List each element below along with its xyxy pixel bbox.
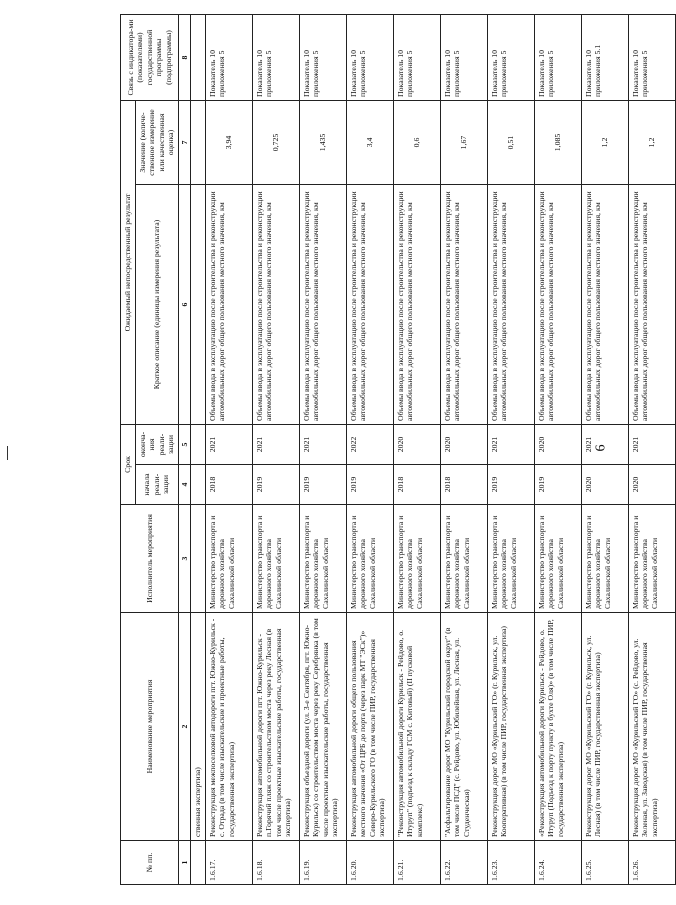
activity-name: Реконструкция автомобильной дороги общего пользования местного значения «От ЦРБ до порта (через парк МТ "ЭСк")» Северо-Курильского ГО (в том числе ПИР, государственная экспертиза) (346, 613, 393, 841)
executor: Министерство транспорта и дорожного хозяйства Сахалинской области (299, 505, 346, 613)
result-value: 1,435 (299, 100, 346, 184)
table-row (205, 14, 252, 884)
header-term: Срок (121, 424, 136, 504)
executor: Министерство транспорта и дорожного хозяйства Сахалинской области (581, 505, 628, 613)
row-number: 1.6.20. (346, 841, 393, 885)
page-number: 6 (593, 444, 609, 452)
result-value: 1,2 (581, 100, 628, 184)
activity-name: Реконструкция межпоселковой автодороги пгт. Южно-Курильск - с. Отрада (в том числе изыскательские и проектные работы, государственная экспертиза) (205, 613, 252, 841)
result-description: Объемы ввода в эксплуатацию после строительства и реконструкции автомобильных дорог общего пользования местного значения, км (534, 184, 581, 424)
activity-name: Реконструкция автомобильной дороги пгт. Южно-Курильск - п.Горячий пляж со строительством моста через реку Лесная (в том числе проектные изыскательские работы, государственная экспертиза) (252, 613, 299, 841)
header-name: Наименование мероприятия (121, 613, 179, 841)
table-row (299, 14, 346, 884)
row-number: 1.6.19. (299, 841, 346, 885)
header-executor: Исполнитель мероприятия (121, 505, 179, 613)
header-start: начала реали-зации (135, 465, 178, 505)
result-value: 0,725 (252, 100, 299, 184)
activities-table (120, 14, 676, 885)
result-description: Объемы ввода в эксплуатацию после строительства и реконструкции автомобильных дорог общего пользования местного значения, км (205, 184, 252, 424)
result-value: 3,94 (205, 100, 252, 184)
end-year: 2020 (393, 424, 440, 464)
table-row (252, 14, 299, 884)
rotated-table-container (120, 15, 659, 885)
end-year: 2020 (440, 424, 487, 464)
end-year: 2021 (299, 424, 346, 464)
indicator-link: Показатель 10 приложения 5 (440, 14, 487, 100)
row-number: 1.6.24. (534, 841, 581, 885)
start-year: 2019 (299, 465, 346, 505)
start-year: 2018 (205, 465, 252, 505)
executor: Министерство транспорта и дорожного хозяйства Сахалинской области (628, 505, 675, 613)
column-number-row (178, 14, 191, 884)
executor: Министерство транспорта и дорожного хозяйства Сахалинской области (487, 505, 534, 613)
indicator-link: Показатель 10 приложения 5.1 (581, 14, 628, 100)
col-number: 5 (178, 424, 191, 464)
activity-name: Реконструкция дорог МО «Курильский ГО» (г. Курильск, ул. Кооперативная) (в том числе ПИР, государственная экспертиза) (487, 613, 534, 841)
activity-name: "Реконструкция автомобильной дороги Курильск - Рейдово, о. Итуруп" (подъезд к складу ГСМ с. Китовый) (II пусковой комплекс) (393, 613, 440, 841)
start-year: 2020 (581, 465, 628, 505)
end-year: 2022 (346, 424, 393, 464)
table-row (628, 14, 675, 884)
start-year: 2019 (252, 465, 299, 505)
header-link: Связь с индикатора-ми (показателями) государственной программы (подпрограммы) (121, 14, 179, 100)
start-year: 2019 (346, 465, 393, 505)
result-description: Объемы ввода в эксплуатацию после строительства и реконструкции автомобильных дорог общего пользования местного значения, км (252, 184, 299, 424)
activity-name: Реконструкция дорог МО «Курильский ГО» (с. Рейдово, ул. Зеленая, ул. Заводская) (в том числе ПИР, государственная экспертиза) (628, 613, 675, 841)
table-row (346, 14, 393, 884)
col-number: 7 (178, 100, 191, 184)
start-year: 2019 (534, 465, 581, 505)
col-number: 1 (178, 841, 191, 885)
result-description: Объемы ввода в эксплуатацию после строительства и реконструкции автомобильных дорог общего пользования местного значения, км (440, 184, 487, 424)
start-year: 2020 (628, 465, 675, 505)
indicator-link: Показатель 10 приложения 5 (252, 14, 299, 100)
end-year: 2021 (628, 424, 675, 464)
col-number: 8 (178, 14, 191, 100)
start-year: 2019 (487, 465, 534, 505)
activity-name: "Асфальтирование дорог МО "Курильский городской округ" (в том числе ПСД" (с. Рейдово, ул. Юбилейная, ул. Лесная, ул. Студенческая) (440, 613, 487, 841)
end-year: 2020 (534, 424, 581, 464)
activity-name: Реконструкция объездной дороги (ул. 3-е Сентября, пгт. Южно-Курильск) со строительством моста через реку Серебрянка (в том числе проектные изыскательские работы, государственная экспертиза) (299, 613, 346, 841)
col-number: 6 (178, 184, 191, 424)
row-number: 1.6.21. (393, 841, 440, 885)
row-number: 1.6.17. (205, 841, 252, 885)
indicator-link: Показатель 10 приложения 5 (346, 14, 393, 100)
row-number: 1.6.22. (440, 841, 487, 885)
header-end: оконча-ния реали-зации (135, 424, 178, 464)
result-value: 1,085 (534, 100, 581, 184)
table-row (487, 14, 534, 884)
executor: Министерство транспорта и дорожного хозяйства Сахалинской области (534, 505, 581, 613)
indicator-link: Показатель 10 приложения 5 (205, 14, 252, 100)
result-value: 1,2 (628, 100, 675, 184)
row-number: 1.6.25. (581, 841, 628, 885)
indicator-link: Показатель 10 приложения 5 (393, 14, 440, 100)
result-description: Объемы ввода в эксплуатацию после строительства и реконструкции автомобильных дорог общего пользования местного значения, км (487, 184, 534, 424)
result-value: 3,4 (346, 100, 393, 184)
row-number: 1.6.23. (487, 841, 534, 885)
start-year: 2018 (393, 465, 440, 505)
header-result: Ожидаемый непосредственный результат (121, 100, 136, 424)
carry-over-row (191, 14, 206, 884)
executor: Министерство транспорта и дорожного хозяйства Сахалинской области (346, 505, 393, 613)
indicator-link: Показатель 10 приложения 5 (628, 14, 675, 100)
result-description: Объемы ввода в эксплуатацию после строительства и реконструкции автомобильных дорог общего пользования местного значения, км (581, 184, 628, 424)
start-year: 2018 (440, 465, 487, 505)
row-number: 1.6.26. (628, 841, 675, 885)
result-value: 1,67 (440, 100, 487, 184)
row-number: 1.6.18. (252, 841, 299, 885)
end-year: 2021 (205, 424, 252, 464)
header-no: № пп. (121, 841, 179, 885)
result-description: Объемы ввода в эксплуатацию после строительства и реконструкции автомобильных дорог общего пользования местного значения, км (346, 184, 393, 424)
col-number: 4 (178, 465, 191, 505)
executor: Министерство транспорта и дорожного хозяйства Сахалинской области (393, 505, 440, 613)
col-number: 3 (178, 505, 191, 613)
indicator-link: Показатель 10 приложения 5 (534, 14, 581, 100)
table-row (440, 14, 487, 884)
result-value: 0,6 (393, 100, 440, 184)
header-value: Значение (количе-ственное измерение или качественная оценка) (135, 100, 178, 184)
activity-name: Реконструкция дорог МО «Курильский ГО» (г. Курильск, ул. Лесная) (в том числе ПИР, государственная экспертиза) (581, 613, 628, 841)
table-row (393, 14, 440, 884)
executor: Министерство транспорта и дорожного хозяйства Сахалинской области (205, 505, 252, 613)
col-number: 2 (178, 613, 191, 841)
header-description: Краткое описание (единицы измерения результата) (135, 184, 178, 424)
margin-mark (7, 446, 8, 460)
activity-name: «Реконструкция автомобильной дороги Курильск - Рейдово, о. Итуруп (Подъезд к порту пункту в бухте Оля)» (в том числе ПИР, государственная экспертиза) (534, 613, 581, 841)
indicator-link: Показатель 10 приложения 5 (299, 14, 346, 100)
indicator-link: Показатель 10 приложения 5 (487, 14, 534, 100)
executor: Министерство транспорта и дорожного хозяйства Сахалинской области (252, 505, 299, 613)
result-description: Объемы ввода в эксплуатацию после строительства и реконструкции автомобильных дорог общего пользования местного значения, км (299, 184, 346, 424)
result-description: Объемы ввода в эксплуатацию после строительства и реконструкции автомобильных дорог общего пользования местного значения, км (628, 184, 675, 424)
result-value: 0,51 (487, 100, 534, 184)
table-row (581, 14, 628, 884)
end-year: 2021 (487, 424, 534, 464)
end-year: 2021 (252, 424, 299, 464)
end-year: 2021 (581, 424, 628, 464)
table-row (534, 14, 581, 884)
executor: Министерство транспорта и дорожного хозяйства Сахалинской области (440, 505, 487, 613)
carry-over-text: ственная экспертиза) (191, 613, 206, 841)
result-description: Объемы ввода в эксплуатацию после строительства и реконструкции автомобильных дорог общего пользования местного значения, км (393, 184, 440, 424)
